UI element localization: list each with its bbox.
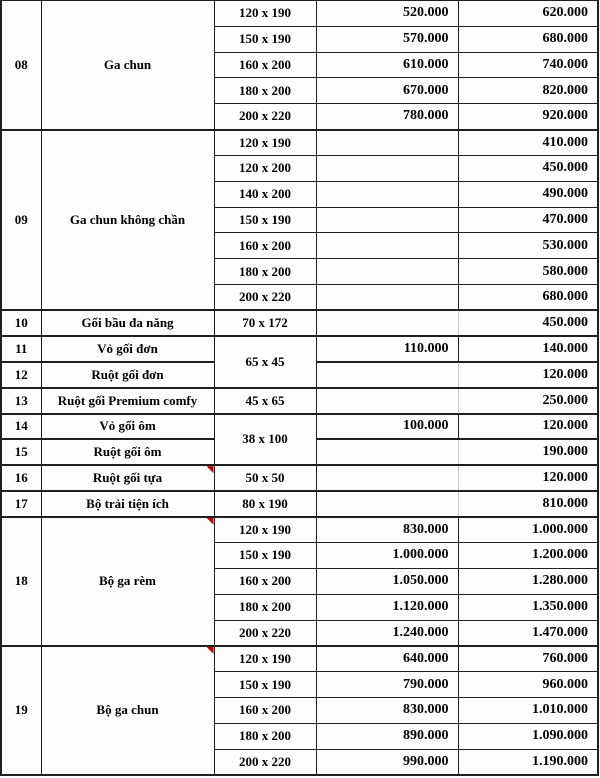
size-cell: 150 x 190: [214, 207, 316, 233]
product-name-cell: Ruột gối Premium comfy: [41, 388, 214, 414]
table-row: [1, 388, 598, 414]
price2-cell: 190.000: [458, 439, 598, 465]
table-row: [1, 414, 598, 440]
product-name-cell: Bộ trải tiện ích: [41, 491, 214, 517]
price1-cell: 640.000: [316, 646, 458, 672]
item-number-cell: 19: [1, 646, 41, 775]
price2-cell: 530.000: [458, 233, 598, 259]
size-cell: 120 x 200: [214, 155, 316, 181]
table-row: [1, 336, 598, 362]
size-cell: 120 x 190: [214, 517, 316, 543]
size-cell: 160 x 200: [214, 52, 316, 78]
price1-cell: [316, 130, 458, 156]
price2-cell: 960.000: [458, 672, 598, 698]
price1-cell: [316, 155, 458, 181]
price2-cell: 680.000: [458, 284, 598, 310]
table-row: [1, 310, 598, 336]
item-number-cell: 15: [1, 439, 41, 465]
item-number-cell: 10: [1, 310, 41, 336]
price1-cell: 830.000: [316, 697, 458, 723]
price1-cell: [316, 284, 458, 310]
product-name-cell: Gối bầu đa năng: [41, 310, 214, 336]
product-name-cell: Ruột gối tựa: [41, 465, 214, 491]
price2-cell: 810.000: [458, 491, 598, 517]
price1-cell: [316, 310, 458, 336]
table-row: [1, 1, 598, 27]
item-number-cell: 11: [1, 336, 41, 362]
price1-cell: 830.000: [316, 517, 458, 543]
size-cell: 180 x 200: [214, 723, 316, 749]
price1-cell: 1.000.000: [316, 543, 458, 569]
size-cell: 200 x 220: [214, 284, 316, 310]
item-number-cell: 08: [1, 1, 41, 130]
price2-cell: 250.000: [458, 388, 598, 414]
price1-cell: [316, 259, 458, 285]
price2-cell: 490.000: [458, 181, 598, 207]
price1-cell: [316, 181, 458, 207]
table-row: [1, 646, 598, 672]
price1-cell: 1.120.000: [316, 594, 458, 620]
item-number-cell: 13: [1, 388, 41, 414]
size-cell: 65 x 45: [214, 336, 316, 388]
table-row: [1, 130, 598, 156]
price2-cell: 1.190.000: [458, 749, 598, 775]
price2-cell: 1.000.000: [458, 517, 598, 543]
price1-cell: 1.050.000: [316, 568, 458, 594]
price1-cell: 100.000: [316, 414, 458, 440]
size-cell: 150 x 190: [214, 543, 316, 569]
price2-cell: 920.000: [458, 104, 598, 130]
price1-cell: [316, 491, 458, 517]
table-row: [1, 465, 598, 491]
price2-cell: 1.090.000: [458, 723, 598, 749]
price2-cell: 680.000: [458, 26, 598, 52]
item-number-cell: 17: [1, 491, 41, 517]
size-cell: 180 x 200: [214, 259, 316, 285]
price1-cell: [316, 362, 458, 388]
product-name-cell: Ga chun: [41, 1, 214, 130]
size-cell: 200 x 220: [214, 749, 316, 775]
product-name-cell: Ruột gối ôm: [41, 439, 214, 465]
product-name-cell: Vỏ gối đơn: [41, 336, 214, 362]
price1-cell: 520.000: [316, 1, 458, 27]
comment-indicator-icon: [207, 647, 214, 654]
price1-cell: [316, 207, 458, 233]
price1-cell: 570.000: [316, 26, 458, 52]
size-cell: 150 x 190: [214, 672, 316, 698]
price2-cell: 620.000: [458, 1, 598, 27]
price2-cell: 740.000: [458, 52, 598, 78]
size-cell: 160 x 200: [214, 568, 316, 594]
item-number-cell: 09: [1, 130, 41, 311]
price2-cell: 410.000: [458, 130, 598, 156]
price1-cell: 780.000: [316, 104, 458, 130]
price1-cell: [316, 465, 458, 491]
size-cell: 38 x 100: [214, 414, 316, 466]
table-row: [1, 517, 598, 543]
product-name-cell: Vỏ gối ôm: [41, 414, 214, 440]
price2-cell: 140.000: [458, 336, 598, 362]
product-name-cell: Bộ ga rèm: [41, 517, 214, 646]
size-cell: 140 x 200: [214, 181, 316, 207]
price2-cell: 120.000: [458, 414, 598, 440]
price1-cell: 790.000: [316, 672, 458, 698]
price2-cell: 120.000: [458, 465, 598, 491]
price2-cell: 820.000: [458, 78, 598, 104]
size-cell: 120 x 190: [214, 130, 316, 156]
product-name-cell: Ruột gối đơn: [41, 362, 214, 388]
product-name-cell: Ga chun không chần: [41, 130, 214, 311]
item-number-cell: 16: [1, 465, 41, 491]
price1-cell: 610.000: [316, 52, 458, 78]
comment-indicator-icon: [207, 466, 214, 473]
size-cell: 70 x 172: [214, 310, 316, 336]
table-row: [1, 491, 598, 517]
price2-cell: 1.200.000: [458, 543, 598, 569]
price2-cell: 760.000: [458, 646, 598, 672]
price1-cell: [316, 233, 458, 259]
price1-cell: [316, 439, 458, 465]
size-cell: 160 x 200: [214, 233, 316, 259]
price-table-body: [1, 1, 598, 776]
size-cell: 180 x 200: [214, 78, 316, 104]
price1-cell: 990.000: [316, 749, 458, 775]
comment-indicator-icon: [207, 518, 214, 525]
item-number-cell: 18: [1, 517, 41, 646]
price1-cell: 670.000: [316, 78, 458, 104]
price2-cell: 1.470.000: [458, 620, 598, 646]
price1-cell: [316, 388, 458, 414]
size-cell: 160 x 200: [214, 697, 316, 723]
price1-cell: 1.240.000: [316, 620, 458, 646]
size-cell: 200 x 220: [214, 104, 316, 130]
price1-cell: 110.000: [316, 336, 458, 362]
price2-cell: 470.000: [458, 207, 598, 233]
price2-cell: 1.010.000: [458, 697, 598, 723]
size-cell: 150 x 190: [214, 26, 316, 52]
price2-cell: 1.350.000: [458, 594, 598, 620]
size-cell: 80 x 190: [214, 491, 316, 517]
price2-cell: 450.000: [458, 155, 598, 181]
item-number-cell: 14: [1, 414, 41, 440]
price2-cell: 450.000: [458, 310, 598, 336]
size-cell: 120 x 190: [214, 1, 316, 27]
item-number-cell: 12: [1, 362, 41, 388]
size-cell: 120 x 190: [214, 646, 316, 672]
price2-cell: 580.000: [458, 259, 598, 285]
product-name-cell: Bộ ga chun: [41, 646, 214, 775]
size-cell: 50 x 50: [214, 465, 316, 491]
price1-cell: 890.000: [316, 723, 458, 749]
size-cell: 200 x 220: [214, 620, 316, 646]
price2-cell: 120.000: [458, 362, 598, 388]
price2-cell: 1.280.000: [458, 568, 598, 594]
size-cell: 180 x 200: [214, 594, 316, 620]
size-cell: 45 x 65: [214, 388, 316, 414]
